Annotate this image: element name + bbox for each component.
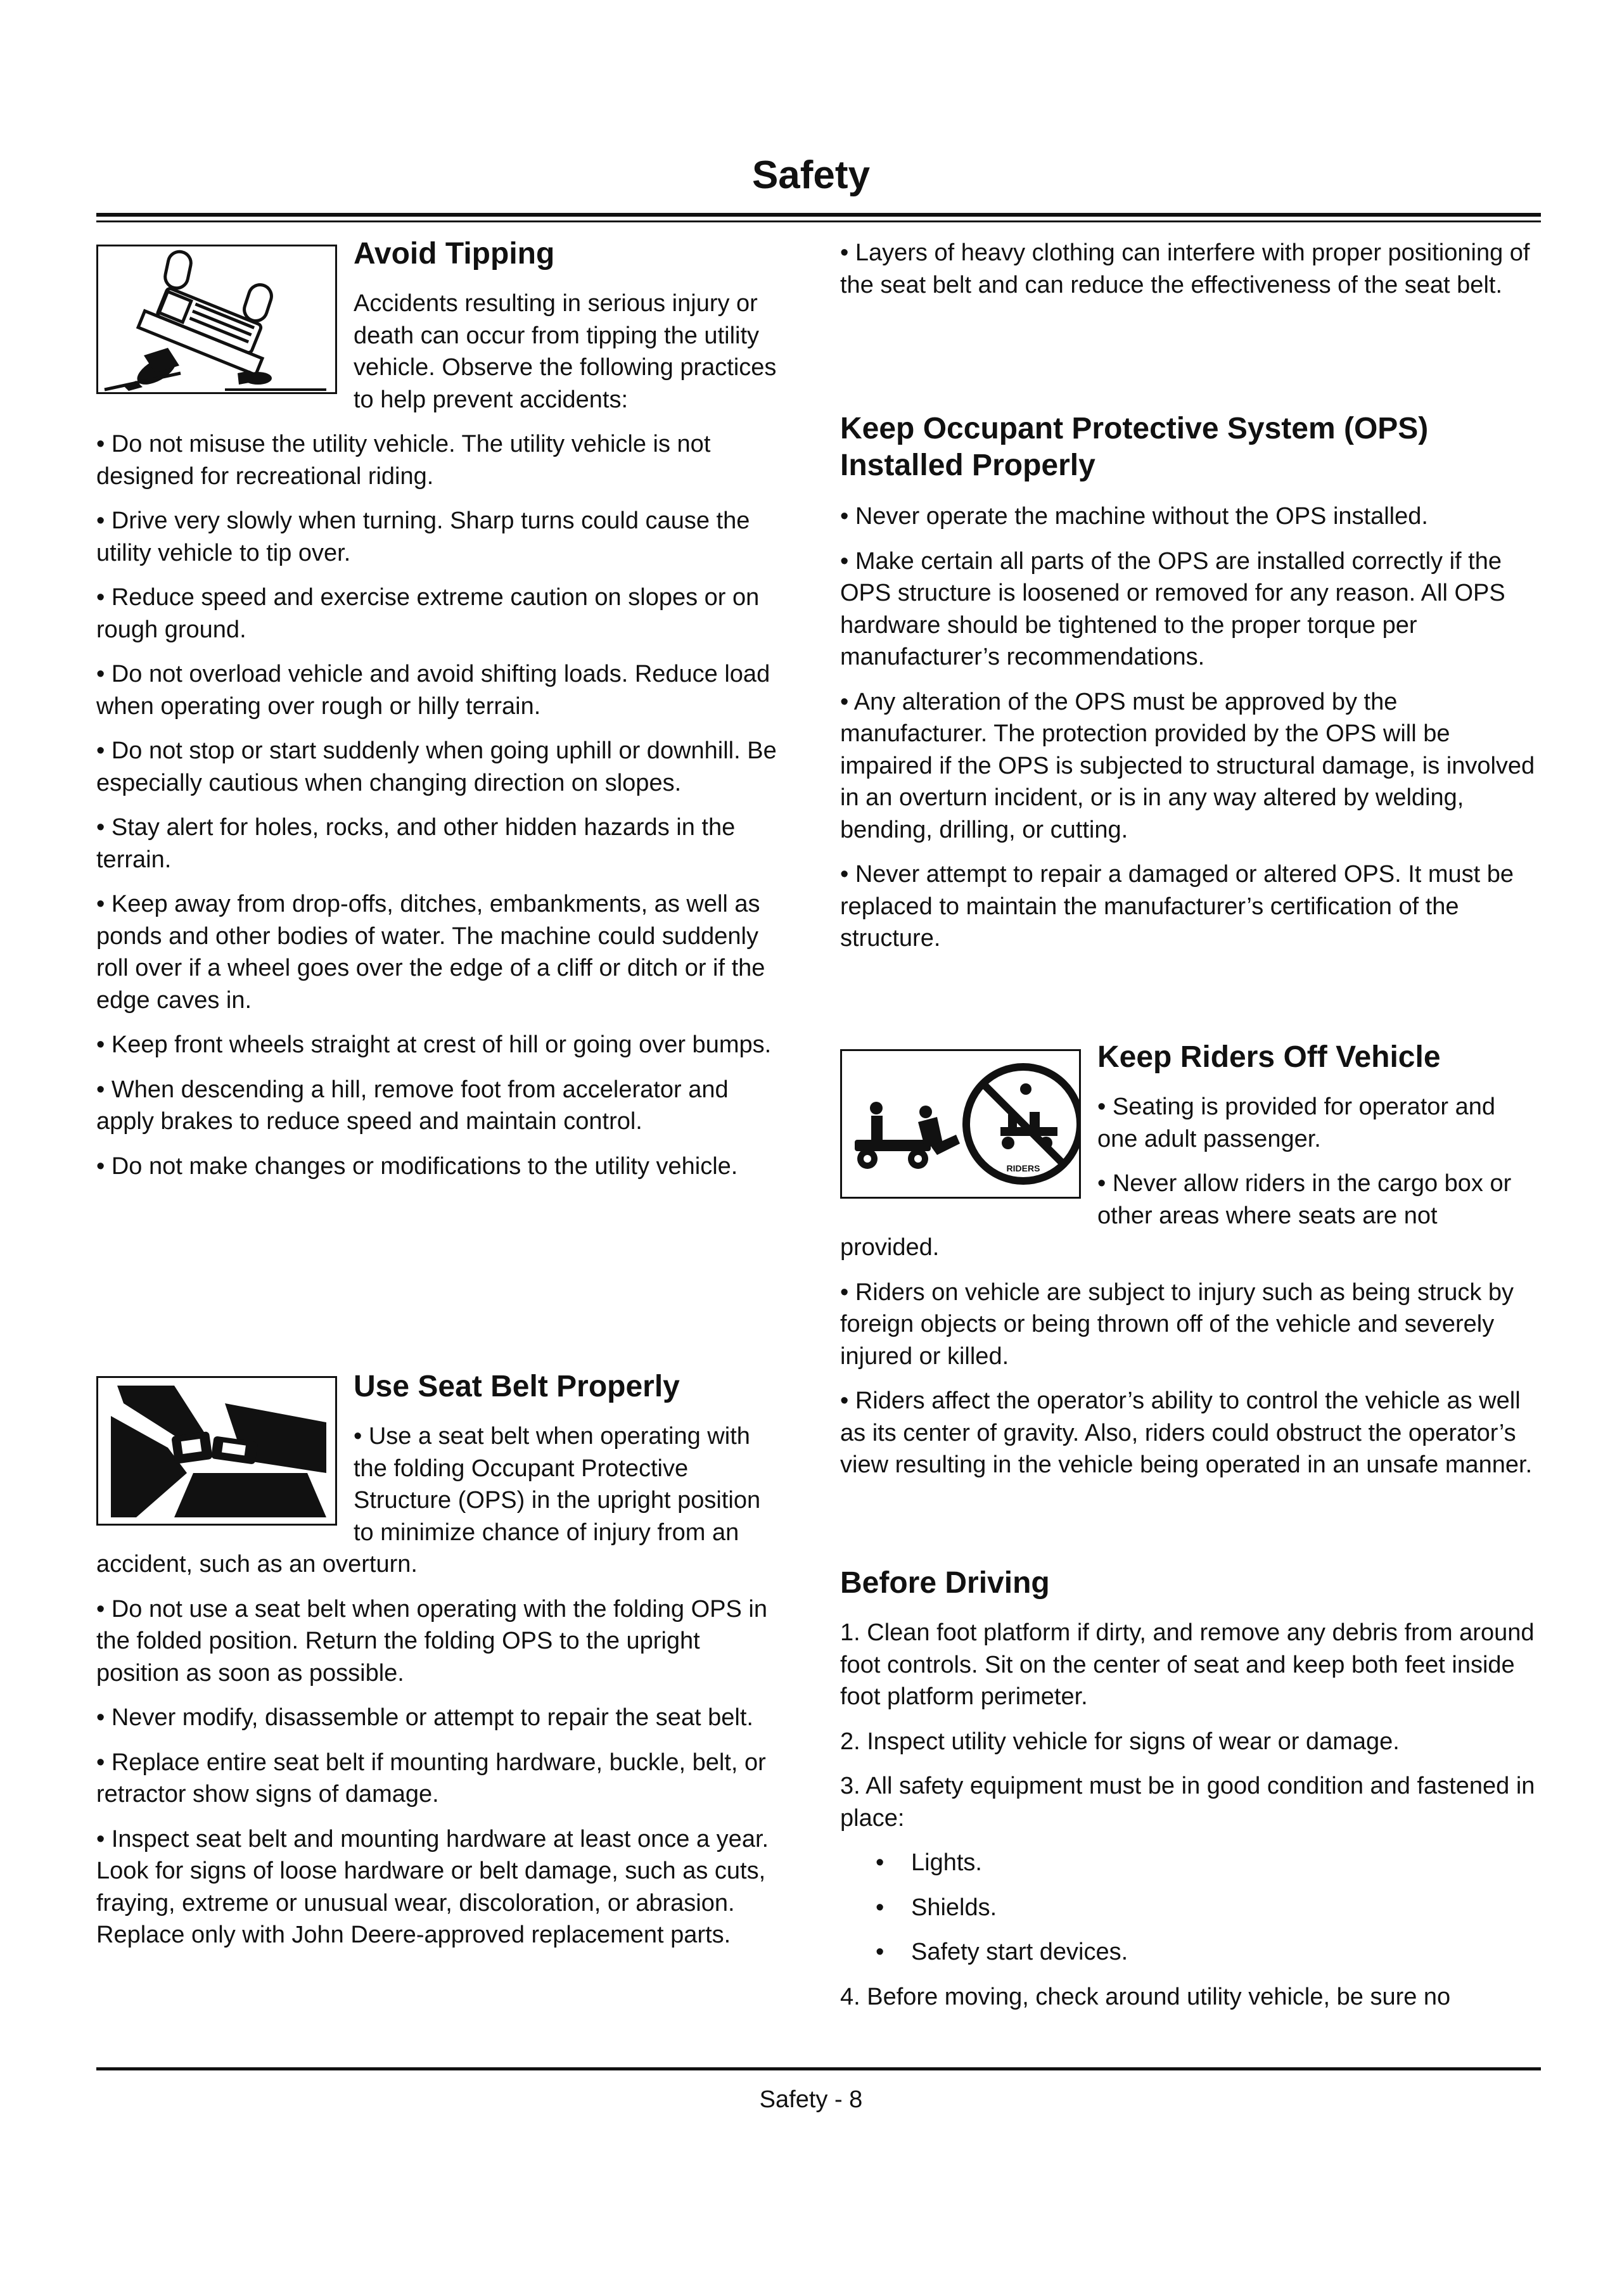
tipping-bullet: • Do not make changes or modifications to the utility vehicle. <box>96 1152 738 1180</box>
header-rule-thin <box>96 220 1541 222</box>
tipping-bullet: • Do not overload vehicle and avoid shifting loads. Reduce load when operating over rough or hilly terrain. <box>96 661 770 720</box>
tipping-bullet: • Drive very slowly when turning. Sharp turns could cause the utility vehicle to tip over. <box>96 507 750 566</box>
equipment-lights: Lights. <box>911 1849 982 1876</box>
seat-belt-icon <box>98 1378 335 1524</box>
avoid-tipping-intro: Accidents resulting in serious injury or death can occur from tipping the utility vehicle. Observe the following practices to help prevent accidents: <box>354 290 777 413</box>
seat-belt-bullet: • Inspect seat belt and mounting hardware at least once a year. Look for signs of loose hardware or belt damage, such as cuts, fraying, extreme or unusual wear, discoloration, or abrasion. Replace only with John Deere-approved replacement parts. <box>96 1825 769 1948</box>
tipping-bullet: • When descending a hill, remove foot from accelerator and apply brakes to reduce speed and maintain control. <box>96 1076 729 1135</box>
driving-step: 3. All safety equipment must be in good condition and fastened in place: <box>840 1773 1535 1832</box>
avoid-tipping-section <box>96 236 787 1195</box>
tipping-bullet: • Reduce speed and exercise extreme caution on slopes or on rough ground. <box>96 584 760 643</box>
equipment-safety-start: Safety start devices. <box>911 1939 1128 1965</box>
tipping-warning-figure <box>96 245 337 394</box>
driving-step: 1. Clean foot platform if dirty, and remove any debris from around foot controls. Sit on the center of seat and keep both feet inside foot platform perimeter. <box>840 1619 1535 1710</box>
header-rule <box>96 213 1541 217</box>
tipping-bullet: • Keep front wheels straight at crest of hill or going over bumps. <box>96 1031 772 1058</box>
clothing-section <box>840 237 1540 314</box>
equipment-item <box>840 1892 1540 1924</box>
avoid-tipping-heading: Avoid Tipping <box>354 237 555 271</box>
riders-bullet: • Riders affect the operator’s ability to control the vehicle as well as its center of gravity. Also, riders could obstruct the operator’s view resulting in the vehicle being operated in an unsafe manner. <box>840 1387 1533 1478</box>
seat-belt-section <box>96 1368 787 1964</box>
ops-heading: Keep Occupant Protective System (OPS) Installed Properly <box>840 412 1429 482</box>
tipping-bullet: • Do not misuse the utility vehicle. The utility vehicle is not designed for recreational riding. <box>96 431 711 490</box>
equipment-shields: Shields. <box>911 1894 997 1921</box>
seat-belt-bullet: • Never modify, disassemble or attempt to repair the seat belt. <box>96 1704 753 1731</box>
seat-belt-figure <box>96 1376 337 1526</box>
riders-icon-label: RIDERS <box>1006 1163 1040 1173</box>
ops-section <box>840 411 1540 967</box>
bullet-dot: • <box>876 1894 884 1921</box>
safety-equipment-list <box>840 1847 1540 1968</box>
riders-intro-2: • Never allow riders in the cargo box or other areas where seats are not provided. <box>840 1170 1512 1261</box>
tipping-icon <box>98 246 335 392</box>
equipment-item <box>840 1936 1540 1968</box>
clothing-bullet: • Layers of heavy clothing can interfere with proper positioning of the seat belt and can reduce the effectiveness of the seat belt. <box>840 239 1530 298</box>
ops-bullet: • Never operate the machine without the OPS installed. <box>840 503 1428 530</box>
driving-step: 4. Before moving, check around utility vehicle, be sure no <box>840 1983 1451 2010</box>
page-title: Safety <box>751 153 871 197</box>
tipping-bullet: • Stay alert for holes, rocks, and other hidden hazards in the terrain. <box>96 814 736 873</box>
bullet-dot: • <box>876 1939 884 1965</box>
riders-intro-1: • Seating is provided for operator and one adult passenger. <box>1097 1094 1496 1152</box>
tipping-bullet: • Do not stop or start suddenly when going uphill or downhill. Be especially cautious when changing direction on slopes. <box>96 737 777 796</box>
before-driving-section <box>840 1565 1540 2025</box>
before-driving-heading: Before Driving <box>840 1566 1050 1600</box>
seat-belt-bullet: • Replace entire seat belt if mounting hardware, buckle, belt, or retractor show signs of damage. <box>96 1749 766 1808</box>
seat-belt-heading: Use Seat Belt Properly <box>354 1370 680 1403</box>
equipment-item <box>840 1847 1540 1879</box>
riders-heading: Keep Riders Off Vehicle <box>1097 1040 1441 1074</box>
seat-belt-bullet: • Do not use a seat belt when operating with the folding OPS in the folded position. Return the folding OPS to the upright position as soon as possible. <box>96 1595 767 1687</box>
riders-warning-figure <box>840 1049 1081 1199</box>
ops-bullet: • Any alteration of the OPS must be approved by the manufacturer. The protection provided by the OPS will be impaired if the OPS is subjected to structural damage, is involved in an overturn incident, or is in any way altered by welding, bending, drilling, or cutting. <box>840 688 1535 843</box>
ops-bullet: • Never attempt to repair a damaged or altered OPS. It must be replaced to maintain the manufacturer’s certification of the structure. <box>840 861 1514 952</box>
riders-bullet: • Riders on vehicle are subject to injury such as being struck by foreign objects or being thrown off of the vehicle and severely injured or killed. <box>840 1279 1514 1370</box>
tipping-bullet: • Keep away from drop-offs, ditches, embankments, as well as ponds and other bodies of water. The machine could suddenly roll over if a wheel goes over the edge of a cliff or ditch or if the edge caves in. <box>96 891 765 1014</box>
page-footer: Safety - 8 <box>759 2086 863 2113</box>
bullet-dot: • <box>876 1849 884 1876</box>
ops-bullet: • Make certain all parts of the OPS are installed correctly if the OPS structure is loosened or removed for any reason. All OPS hardware should be tightened to the proper torque per manufacturer’s recommendations. <box>840 547 1505 670</box>
no-riders-icon <box>842 1051 1079 1197</box>
footer-rule <box>96 2067 1541 2070</box>
seat-belt-intro: • Use a seat belt when operating with the folding Occupant Protective Structure (OPS) in the upright position to minimize chance of injury from an accident, such as an overturn. <box>96 1423 761 1578</box>
riders-section <box>840 1039 1540 1494</box>
driving-step: 2. Inspect utility vehicle for signs of wear or damage. <box>840 1728 1400 1755</box>
